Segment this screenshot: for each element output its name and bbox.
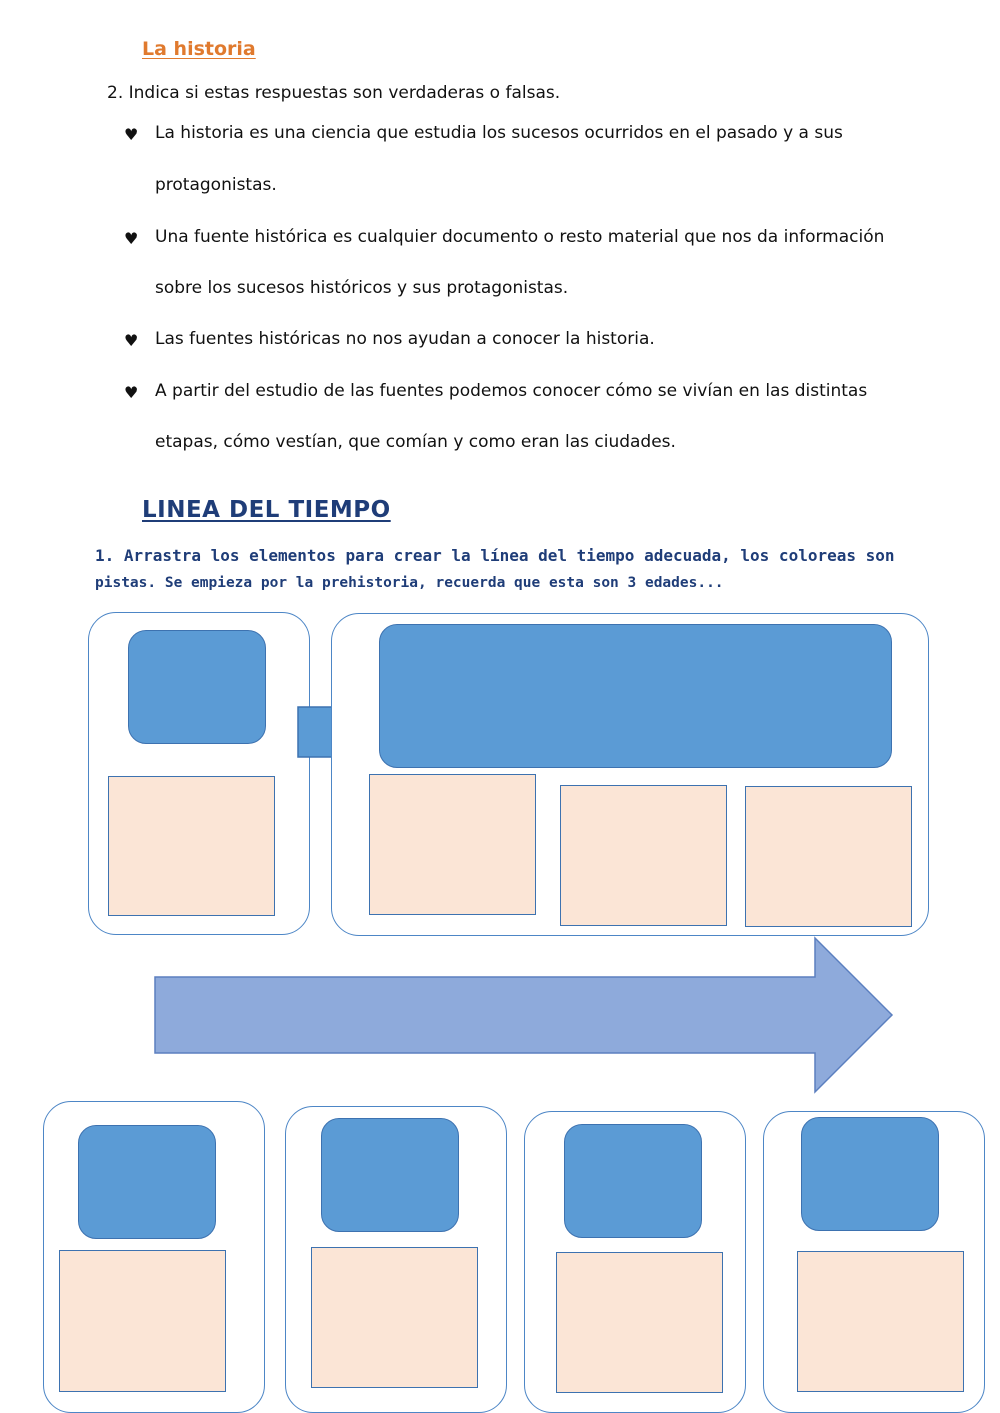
instruction-line-1: 1. Arrastra los elementos para crear la línea del tiempo adecuada, los coloreas son	[95, 546, 895, 565]
drop-zone-title-2[interactable]	[379, 624, 892, 768]
bullet-heart-icon: ♥	[124, 125, 139, 144]
drop-zone-image-6[interactable]	[311, 1247, 478, 1388]
timeline-arrow-icon	[154, 937, 894, 1093]
statement-3-line-1[interactable]: Las fuentes históricas no nos ayudan a conocer la historia.	[155, 329, 655, 349]
section-title-historia: La historia	[142, 38, 256, 60]
statement-2-line-1[interactable]: Una fuente histórica es cualquier documento o resto material que nos da información	[155, 227, 885, 247]
drop-zone-title-5[interactable]	[564, 1124, 702, 1238]
bullet-heart-icon: ♥	[124, 229, 139, 248]
drop-zone-image-7[interactable]	[556, 1252, 723, 1393]
drop-zone-image-3[interactable]	[560, 785, 727, 926]
statement-4-line-2[interactable]: etapas, cómo vestían, que comían y como eran las ciudades.	[155, 432, 676, 452]
drop-zone-image-8[interactable]	[797, 1251, 964, 1392]
drop-zone-image-1[interactable]	[108, 776, 275, 916]
drop-zone-image-5[interactable]	[59, 1250, 226, 1392]
drop-zone-title-1[interactable]	[128, 630, 266, 744]
drop-zone-title-4[interactable]	[321, 1118, 459, 1232]
bullet-heart-icon: ♥	[124, 331, 139, 350]
section-title-linea-del-tiempo: LINEA DEL TIEMPO	[142, 497, 391, 523]
instruction-line-2: pistas. Se empieza por la prehistoria, recuerda que esta son 3 edades...	[95, 575, 724, 591]
drop-zone-image-4[interactable]	[745, 786, 912, 927]
statement-1-line-2[interactable]: protagonistas.	[155, 175, 277, 195]
statement-1-line-1[interactable]: La historia es una ciencia que estudia los sucesos ocurridos en el pasado y a sus	[155, 123, 843, 143]
drop-zone-title-6[interactable]	[801, 1117, 939, 1231]
statement-2-line-2[interactable]: sobre los sucesos históricos y sus protagonistas.	[155, 278, 569, 298]
question-2: 2. Indica si estas respuestas son verdaderas o falsas.	[107, 83, 561, 103]
drop-zone-title-3[interactable]	[78, 1125, 216, 1239]
statement-4-line-1[interactable]: A partir del estudio de las fuentes podemos conocer cómo se vivían en las distintas	[155, 381, 868, 401]
drop-zone-image-2[interactable]	[369, 774, 536, 915]
bullet-heart-icon: ♥	[124, 383, 139, 402]
